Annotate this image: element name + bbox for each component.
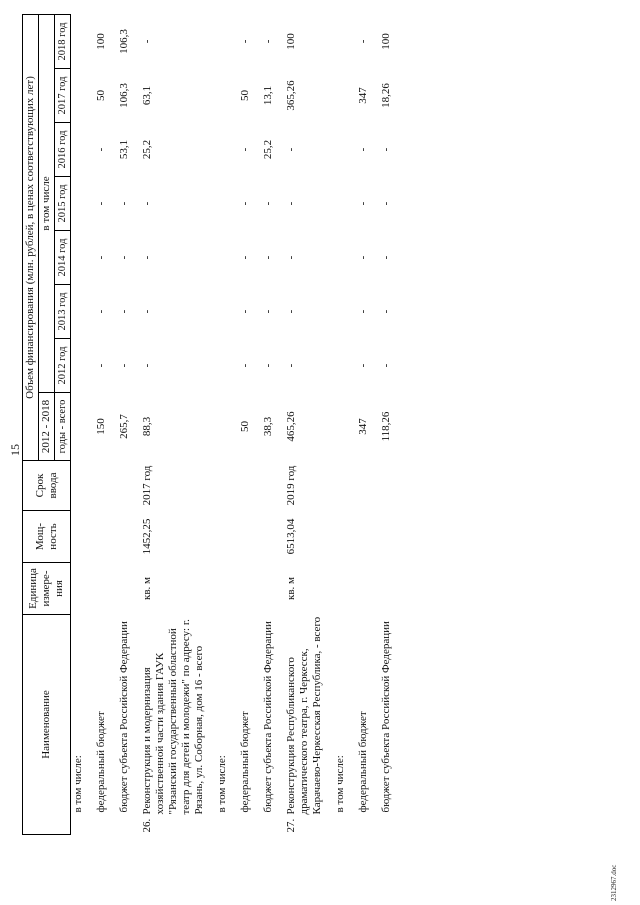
term-cell <box>356 461 371 511</box>
year-value-cell: - <box>380 255 392 260</box>
unit-cell: кв. м <box>141 577 153 600</box>
total-cell <box>71 393 87 461</box>
year-value-cell: - <box>141 363 153 368</box>
year-value-cell: - <box>262 363 274 368</box>
unit-cell <box>261 563 276 615</box>
header-year-2012: 2012 год <box>55 339 71 393</box>
year-value-cell: - <box>239 309 251 314</box>
row-name-cell <box>379 615 394 835</box>
year-value-cell: 25,2 <box>141 139 153 160</box>
year-value-cell: - <box>239 363 251 368</box>
row-name: федеральный бюджет <box>95 711 107 813</box>
capacity-cell <box>71 511 87 563</box>
unit-cell <box>333 563 348 615</box>
row-spacer-cell <box>348 14 356 834</box>
total-cell: 347 <box>357 418 369 435</box>
header-funding: Объем финансирования (млн. рублей, в ценах соответствующих лет) <box>23 14 39 460</box>
unit-cell <box>379 563 394 615</box>
year-value-cell: 50 <box>95 90 107 101</box>
header-including: в том числе <box>39 14 55 392</box>
header-total-top: 2012 - 2018 <box>39 393 55 461</box>
row-name-cell <box>356 615 371 835</box>
row-name-cell <box>117 615 132 835</box>
year-value-cell <box>333 177 348 231</box>
year-value-cell: - <box>357 255 369 260</box>
total-cell: 265,7 <box>118 414 130 439</box>
table-row <box>261 14 276 834</box>
year-value-cell <box>215 177 230 231</box>
capacity-cell <box>379 511 394 563</box>
row-spacer <box>253 14 261 834</box>
capacity-cell <box>215 511 230 563</box>
header-name: Наименование <box>23 615 71 835</box>
year-value-cell <box>71 177 87 231</box>
year-value-cell: - <box>285 363 297 368</box>
year-value-cell: - <box>95 255 107 260</box>
year-value-cell: - <box>262 255 274 260</box>
year-value-cell: - <box>118 309 130 314</box>
row-name-cell <box>238 615 253 835</box>
year-value-cell: 18,26 <box>380 83 392 108</box>
capacity-cell <box>117 511 132 563</box>
year-value-cell: - <box>357 39 369 44</box>
unit-cell <box>215 563 230 615</box>
year-value-cell <box>71 231 87 285</box>
year-value-cell: 25,2 <box>262 139 274 160</box>
row-spacer-cell <box>276 14 284 834</box>
year-value-cell <box>215 123 230 177</box>
row-spacer-cell <box>86 14 94 834</box>
table-row <box>215 14 230 834</box>
total-cell: 118,26 <box>380 411 392 442</box>
year-value-cell: - <box>239 147 251 152</box>
term-cell <box>117 461 132 511</box>
table-row <box>356 14 371 834</box>
year-value-cell <box>215 339 230 393</box>
capacity-cell <box>94 511 109 563</box>
row-name: федеральный бюджет <box>239 711 251 813</box>
capacity-cell: 1452,25 <box>141 518 153 555</box>
year-value-cell: - <box>262 201 274 206</box>
year-value-cell: - <box>118 363 130 368</box>
year-value-cell <box>215 14 230 68</box>
year-value-cell: - <box>380 363 392 368</box>
row-name: бюджет субъекта Российской Федерации <box>118 621 130 813</box>
year-value-cell: - <box>141 39 153 44</box>
year-value-cell: - <box>95 309 107 314</box>
header-unit: Единица измере-ния <box>23 563 71 615</box>
total-cell <box>215 393 230 461</box>
year-value-cell: - <box>141 255 153 260</box>
header-total-bottom: годы - всего <box>55 393 71 461</box>
doc-code: 2312967.doc <box>610 864 618 901</box>
year-value-cell: - <box>357 363 369 368</box>
year-value-cell <box>215 231 230 285</box>
year-value-cell: - <box>285 309 297 314</box>
year-value-cell: - <box>380 147 392 152</box>
row-name-cell <box>215 615 230 835</box>
unit-cell <box>238 563 253 615</box>
term-cell: 2017 год <box>141 465 153 506</box>
row-name: бюджет субъекта Российской Федерации <box>380 621 392 813</box>
term-cell <box>94 461 109 511</box>
table-row <box>94 14 109 834</box>
row-spacer-cell <box>132 14 140 834</box>
row-name: Реконструкция Республиканского драматического театра, г. Черкесск, Карачаево-Черкесская Республика, - всего <box>285 616 323 815</box>
row-name-cell <box>261 615 276 835</box>
table-row <box>333 14 348 834</box>
table-body <box>71 14 395 834</box>
row-spacer <box>348 14 356 834</box>
row-number: 27. <box>285 818 297 833</box>
row-spacer-cell <box>109 14 117 834</box>
year-value-cell: - <box>262 309 274 314</box>
year-value-cell: - <box>285 255 297 260</box>
capacity-cell <box>238 511 253 563</box>
table-row <box>71 14 87 834</box>
year-value-cell: - <box>357 201 369 206</box>
total-cell: 150 <box>95 418 107 435</box>
row-spacer <box>207 14 215 834</box>
table-row <box>238 14 253 834</box>
year-value-cell: - <box>239 39 251 44</box>
unit-cell <box>94 563 109 615</box>
total-cell: 88,3 <box>141 416 153 437</box>
year-value-cell <box>71 285 87 339</box>
year-value-cell: 53,1 <box>118 139 130 160</box>
year-value-cell <box>333 231 348 285</box>
term-cell <box>238 461 253 511</box>
year-value-cell: 100 <box>380 33 392 50</box>
row-name-cell <box>71 615 87 835</box>
year-value-cell <box>71 123 87 177</box>
year-value-cell: 50 <box>239 90 251 101</box>
row-spacer-cell <box>253 14 261 834</box>
total-cell: 465,26 <box>285 411 297 442</box>
year-value-cell <box>215 285 230 339</box>
year-value-cell: - <box>95 363 107 368</box>
year-value-cell: - <box>141 201 153 206</box>
header-capacity: Мощ-ность <box>23 511 71 563</box>
year-value-cell: - <box>239 201 251 206</box>
row-name-cell <box>94 615 109 835</box>
year-value-cell <box>215 69 230 123</box>
year-value-cell <box>71 69 87 123</box>
year-value-cell: - <box>262 39 274 44</box>
term-cell <box>379 461 394 511</box>
year-value-cell <box>333 123 348 177</box>
row-spacer-cell <box>230 14 238 834</box>
year-value-cell <box>333 285 348 339</box>
header-year-2017: 2017 год <box>55 69 71 123</box>
year-value-cell: - <box>285 147 297 152</box>
year-value-cell: 106,3 <box>118 29 130 54</box>
row-spacer-cell <box>207 14 215 834</box>
page-number: 15 <box>8 444 22 456</box>
capacity-cell: 6513,04 <box>285 518 297 555</box>
year-value-cell: - <box>95 201 107 206</box>
table-row <box>117 14 132 834</box>
term-cell <box>333 461 348 511</box>
year-value-cell: - <box>141 309 153 314</box>
year-value-cell: 63,1 <box>141 85 153 106</box>
year-value-cell <box>71 339 87 393</box>
header-term: Срок ввода <box>23 461 71 511</box>
row-name-cell <box>284 615 325 835</box>
row-spacer <box>86 14 94 834</box>
total-cell <box>333 393 348 461</box>
header-year-2013: 2013 год <box>55 285 71 339</box>
row-name: в том числе: <box>334 755 346 813</box>
unit-cell <box>356 563 371 615</box>
term-cell: 2019 год <box>285 465 297 506</box>
row-name: Реконструкция и модернизация хозяйственной части здания ГАУК "Рязанский государственный областной театр для детей и молодежи" по адресу: г. Рязань, ул. Соборная, дом 16 - всего <box>141 619 205 815</box>
year-value-cell <box>333 339 348 393</box>
table-row <box>140 14 207 834</box>
total-cell: 50 <box>239 421 251 432</box>
row-spacer <box>276 14 284 834</box>
year-value-cell: - <box>357 147 369 152</box>
year-value-cell: - <box>380 201 392 206</box>
year-value-cell: - <box>285 201 297 206</box>
total-cell: 38,3 <box>262 416 274 437</box>
row-spacer-cell <box>325 14 333 834</box>
year-value-cell <box>333 14 348 68</box>
capacity-cell <box>333 511 348 563</box>
table-header <box>23 14 71 834</box>
year-value-cell <box>71 14 87 68</box>
header-year-2015: 2015 год <box>55 177 71 231</box>
year-value-cell: 100 <box>285 33 297 50</box>
funding-table <box>22 14 394 835</box>
row-spacer <box>371 14 379 834</box>
year-value-cell: 13,1 <box>262 85 274 106</box>
table-row <box>379 14 394 834</box>
row-spacer-cell <box>371 14 379 834</box>
row-spacer <box>230 14 238 834</box>
year-value-cell: - <box>95 147 107 152</box>
year-value-cell: 106,3 <box>118 83 130 108</box>
row-name: федеральный бюджет <box>357 711 369 813</box>
term-cell <box>261 461 276 511</box>
row-name: в том числе: <box>72 755 84 813</box>
year-value-cell: - <box>239 255 251 260</box>
header-year-2014: 2014 год <box>55 231 71 285</box>
year-value-cell: - <box>118 255 130 260</box>
year-value-cell: 347 <box>357 87 369 104</box>
unit-cell: кв. м <box>285 577 297 600</box>
row-spacer <box>109 14 117 834</box>
year-value-cell: - <box>380 309 392 314</box>
row-spacer <box>325 14 333 834</box>
year-value-cell: - <box>357 309 369 314</box>
term-cell <box>71 461 87 511</box>
unit-cell <box>117 563 132 615</box>
year-value-cell <box>333 69 348 123</box>
row-name-cell <box>333 615 348 835</box>
capacity-cell <box>356 511 371 563</box>
row-name: бюджет субъекта Российской Федерации <box>262 621 274 813</box>
row-spacer <box>132 14 140 834</box>
row-number: 26. <box>141 818 153 833</box>
table-row <box>284 14 325 834</box>
unit-cell <box>71 563 87 615</box>
term-cell <box>215 461 230 511</box>
row-name-cell <box>140 615 207 835</box>
year-value-cell: - <box>118 201 130 206</box>
header-year-2018: 2018 год <box>55 14 71 68</box>
capacity-cell <box>261 511 276 563</box>
year-value-cell: 365,26 <box>285 80 297 111</box>
row-name: в том числе: <box>216 755 228 813</box>
header-year-2016: 2016 год <box>55 123 71 177</box>
year-value-cell: 100 <box>95 33 107 50</box>
